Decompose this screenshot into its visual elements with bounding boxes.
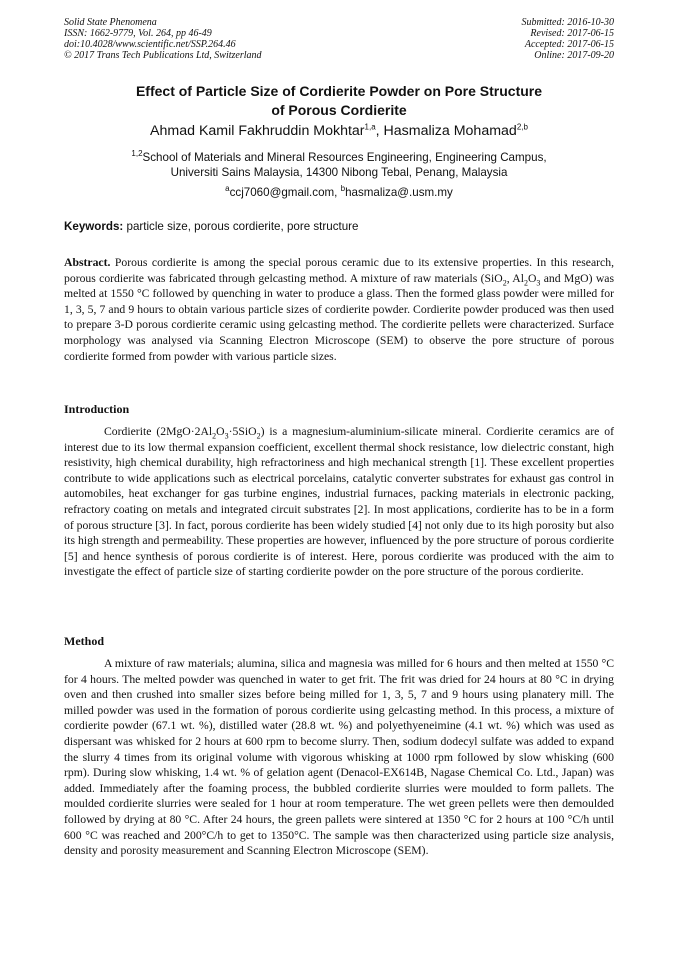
online-date: Online: 2017-09-20: [534, 50, 614, 61]
author-1-affiliation: 1,a: [364, 122, 376, 132]
keywords-text: particle size, porous cordierite, pore structure: [123, 220, 359, 233]
abstract-text: , Al: [506, 271, 524, 285]
subscript: 2: [502, 277, 507, 287]
author-2: Hasmaliza Mohamad: [383, 123, 517, 139]
abstract-text: O: [527, 271, 537, 285]
subscript: 2: [212, 431, 217, 441]
journal-header-right: [522, 17, 615, 61]
doi: doi:10.4028/www.scientific.net/SSP.264.46: [64, 39, 236, 50]
author-emails: [60, 185, 618, 200]
introduction-text: O: [216, 425, 225, 438]
abstract-text: Porous cordierite is among the special porous ceramic due to its extensive properties. In this research, porous cordierite was fabricated through gelcasting method. A mixture of raw materials (SiO: [64, 256, 614, 285]
title-line-2: of Porous Cordierite: [271, 102, 407, 118]
issn: ISSN: 1662-9779, Vol. 264, pp 46-49: [64, 28, 212, 39]
subscript: 3: [536, 277, 541, 287]
introduction-text: ) is a magnesium-aluminium-silicate mineral. Cordierite ceramics are of interest due to its low thermal expansion coefficient, excellent thermal shock resistance, low dielectric constant, high resistivity, high chemical durability, high refractoriness and high mechanical strength [1]. These excellent properties contribute to wide applications such as electrical porcelains, catalytic converter substrates for exhaust gas control in automobiles, heat exchanger for gas turbine engines, industrial furnaces, packing materials in electronic packing, refractory coating on metals and integrated circuit substrates [2]. In most applications, cordierite has to be in a form of porous structure [3]. In fact, porous cordierite has been widely studied [4] not only due to its high porosity but also its high strength and permeability. These properties are however, influenced by the pore structure of porous cordierite [5] and hence synthesis of porous cordierite is of interest. Here, porous cordierite was produced with the aim to investigate the effect of particle size of starting cordierite powder on the pore structure of the porous cordierite.: [64, 425, 614, 579]
journal-header-left: [64, 17, 262, 61]
accepted-date: Accepted: 2017-06-15: [524, 39, 614, 50]
title-line-1: Effect of Particle Size of Cordierite Powder on Pore Structure: [135, 83, 543, 99]
email-a-marker: a: [225, 184, 230, 194]
abstract-text: and MgO) was melted at 1550 °C followed by quenching in water to produce a glass. Then the formed glass powder were milled for 1, 3, 5, 7 and 9 hours to obtain various particle sizes of cordierite powder. Cordierite powder produced was then used to prepare 3-D porous cordierite ceramic using gelcasting method. The cordierite pellets were characterized. Surface morphology was analysed via Scanning Electron Microscope (SEM) to observe the pore structure of porous cordierite formed from powder with various particle sizes.: [64, 271, 614, 363]
author-separator: ,: [375, 123, 384, 139]
affiliation-line-1: School of Materials and Mineral Resources Engineering, Engineering Campus,: [142, 151, 547, 164]
subscript: 2: [256, 431, 261, 441]
email-b: hasmaliza@.usm.my: [345, 186, 453, 199]
abstract-label: Abstract.: [64, 256, 111, 269]
keywords-label: Keywords:: [64, 220, 124, 233]
copyright: © 2017 Trans Tech Publications Ltd, Switzerland: [64, 50, 262, 61]
keywords: [64, 219, 616, 234]
affiliation: [60, 150, 618, 180]
method-heading: Method: [64, 634, 104, 648]
abstract: [64, 255, 614, 364]
revised-date: Revised: 2017-06-15: [530, 28, 614, 39]
affiliation-marker: 1,2: [131, 149, 143, 159]
introduction-heading: Introduction: [64, 402, 130, 416]
subscript: 3: [224, 431, 229, 441]
author-1: Ahmad Kamil Fakhruddin Mokhtar: [150, 123, 365, 139]
journal-name: Solid State Phenomena: [64, 17, 157, 28]
submitted-date: Submitted: 2016-10-30: [521, 17, 614, 28]
introduction-text: Cordierite (2MgO·2Al: [104, 425, 213, 438]
method-paragraph: A mixture of raw materials; alumina, silica and magnesia was milled for 6 hours and then melted at 1550 °C for 4 hours. The melted powder was quenched in water to get frit. The frit was dried for 24 hours at 80 °C in drying oven and then crushed into smaller sizes before being milled for 1, 3, 5, 7 and 9 hours using planatery mill. The milled powder was used in the formation of porous cordierite using gelcasting method. In this process, a mixture of cordierite powder (67.1 wt. %), distilled water (28.8 wt. %) and polyethyeneimine (4.1 wt. %) which was used as dispersant was whisked for 2 hours at 600 rpm to become slurry. Then, sodium dodecyl sulfate was added to expand the slurry 4 times from its original volume with vigorous whisking at 1000 rpm followed by slow whisking (600 rpm). During slow whisking, 1.4 wt. % of gelation agent (Denacol-EX614B, Nagase Chemical Co. Ltd., Japan) was added. Immediately after the foaming process, the bubbled cordierite slurries were moulded to form pallets. The moulded cordierite slurries were sealed for 1 hour at room temperature. The wet green pellets were then demoulded followed by drying at 80 °C. After 24 hours, the green pallets were sintered at 1350 °C for 2 hours at 100 °C/h until 600 °C was reached and 200°C/h to get to 1350°C. The sample was then characterized using particle size analysis, density and porosity measurement and Scanning Electron Microscope (SEM).: [64, 657, 614, 858]
introduction-paragraph: [64, 424, 614, 580]
author-2-affiliation: 2,b: [516, 122, 528, 132]
affiliation-line-2: Universiti Sains Malaysia, 14300 Nibong Tebal, Penang, Malaysia: [170, 166, 508, 179]
author-list: [60, 122, 618, 140]
email-b-marker: b: [340, 184, 346, 194]
subscript: 2: [523, 277, 528, 287]
email-a: ccj7060@gmail.com,: [229, 186, 341, 199]
paper-title: [60, 82, 618, 120]
introduction-text: ·5SiO: [228, 425, 257, 438]
